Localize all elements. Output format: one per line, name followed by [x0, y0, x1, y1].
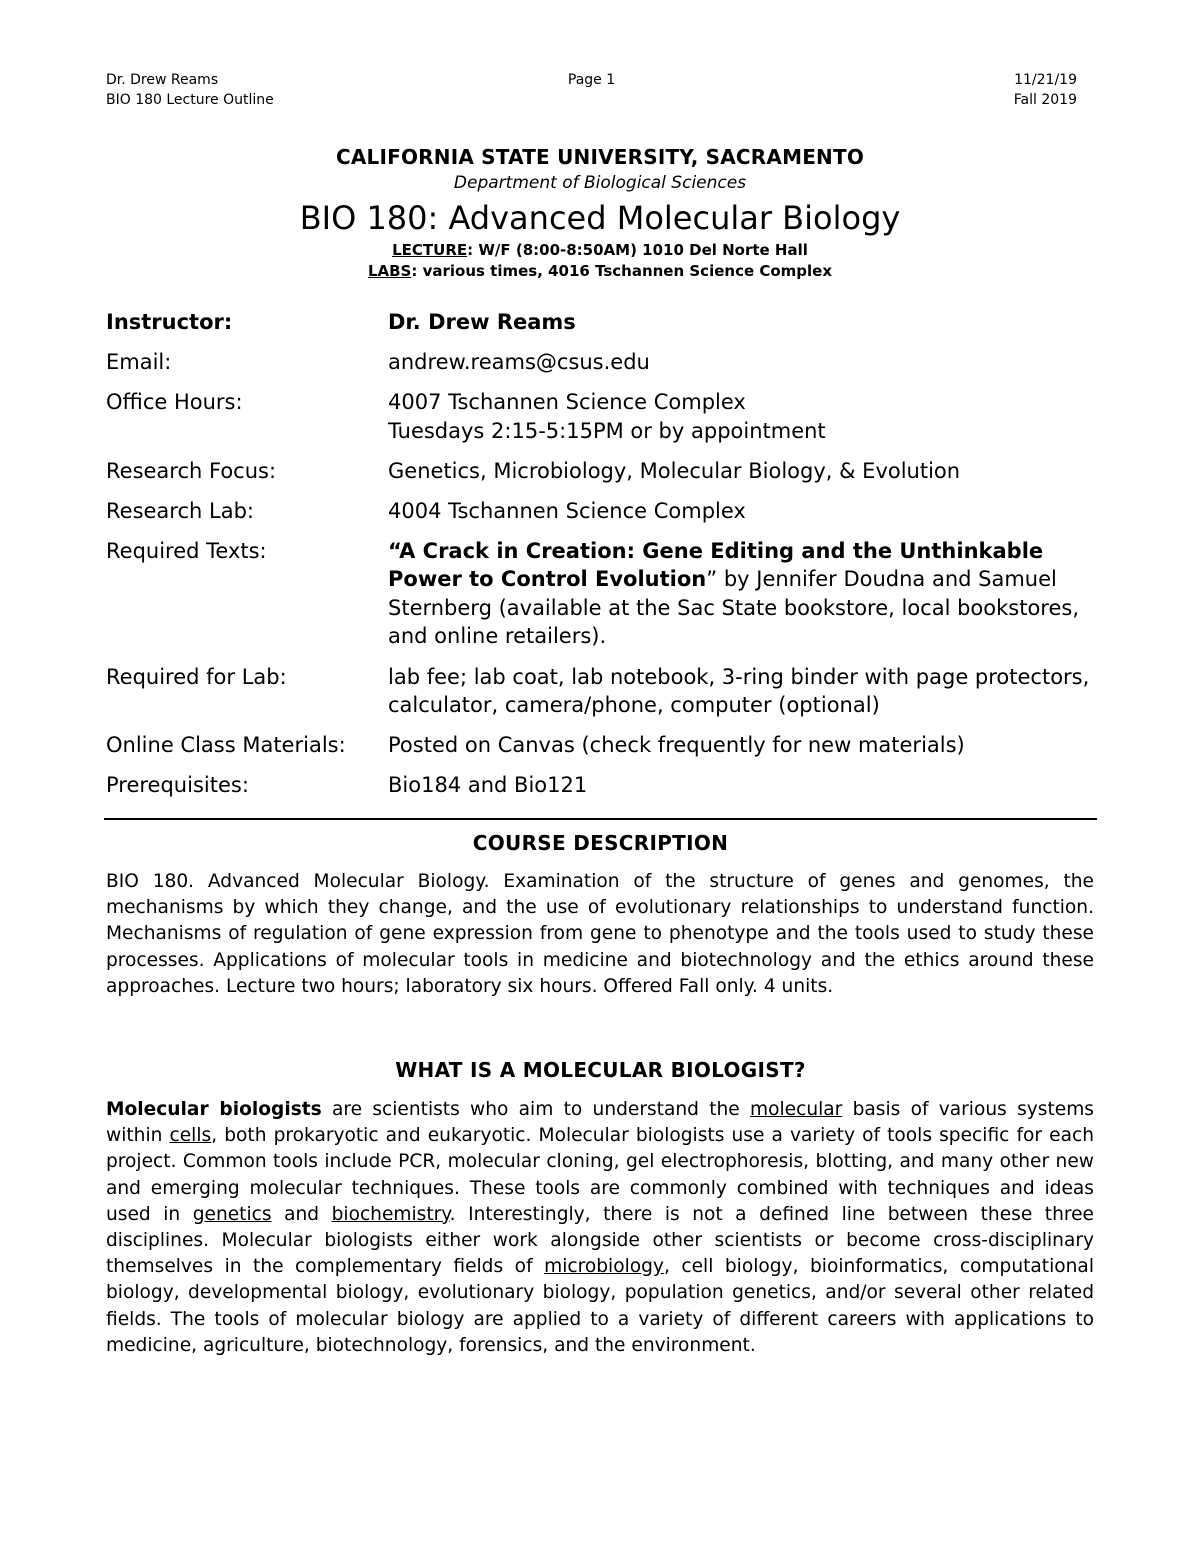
instructor-value: Dr. Drew Reams [388, 310, 576, 334]
department-name: Department of Biological Sciences [453, 173, 747, 193]
detail-row-online-materials [106, 731, 1096, 760]
email-label: Email: [106, 350, 172, 375]
detail-row-email [106, 348, 1096, 377]
research-lab-label: Research Lab: [106, 498, 254, 523]
labs-info [100, 261, 1100, 282]
office-times: Tuesdays 2:15-5:15PM or by appointment [388, 418, 826, 443]
research-focus-value: Genetics, Microbiology, Molecular Biology, & Evolution [388, 458, 961, 483]
header-date: 11/21/19 [1014, 72, 1077, 88]
lecture-details: : W/F (8:00-8:50AM) 1010 Del Norte Hall [467, 241, 808, 259]
header-page-number: Page 1 [567, 72, 616, 88]
text-segment: and [271, 1203, 332, 1225]
email-value: andrew.reams@csus.edu [388, 350, 650, 375]
text-segment: are scientists who aim to understand the [321, 1099, 750, 1120]
text-segment: basis of various systems within [106, 1099, 1094, 1147]
office-hours-value [388, 388, 1096, 445]
office-hours-label: Office Hours: [106, 390, 243, 415]
course-description-text: BIO 180. Advanced Molecular Biology. Examination of the structure of genes and genomes, the mechanisms by which they change, and the use of evolutionary relationships to understand function. Mechanisms of regulation of gene expression from gene to phenotype and the tools used to study these processes. Applications of molecular tools in medicine and biotechnology and the ethics around these approaches. Lecture two hours; laboratory six hours. Offered Fall only. 4 units. [106, 871, 1094, 997]
link-biochemistry[interactable]: biochemistry [331, 1203, 450, 1225]
detail-row-research-lab [106, 497, 1096, 526]
molecular-biologist-text [106, 1097, 1094, 1359]
link-molecular[interactable]: molecular [750, 1099, 843, 1120]
required-for-lab-label: Required for Lab: [106, 664, 287, 689]
header-outline: BIO 180 Lecture Outline [106, 92, 274, 108]
required-for-lab-value: lab fee; lab coat, lab notebook, 3-ring binder with page protectors, calculator, camera/phone, computer (optional) [388, 664, 1090, 718]
text-segment: . Interestingly, there is not a defined line between these three disciplines. Molecular biologists either work alongside other scientists or become cross-disciplinary themselves in the complementary fields of [106, 1203, 1094, 1278]
molecular-biologist-heading: WHAT IS A MOLECULAR BIOLOGIST? [395, 1058, 806, 1082]
online-materials-label: Online Class Materials: [106, 733, 346, 758]
research-lab-value: 4004 Tschannen Science Complex [388, 498, 746, 523]
link-genetics[interactable]: genetics [192, 1203, 272, 1225]
instructor-label: Instructor: [106, 310, 233, 334]
detail-row-research-focus [106, 457, 1096, 486]
office-location: 4007 Tschannen Science Complex [388, 390, 746, 415]
book-title: “A Crack in Creation: Gene Editing and the Unthinkable Power to Control Evolution [388, 538, 1044, 592]
title-block [100, 142, 1100, 282]
course-details [106, 308, 1096, 811]
labs-details: : various times, 4016 Tschannen Science Complex [411, 262, 833, 280]
course-title: BIO 180: Advanced Molecular Biology [299, 199, 901, 237]
term-molecular-biologists: Molecular biologists [106, 1099, 322, 1120]
university-name: CALIFORNIA STATE UNIVERSITY, SACRAMENTO [335, 145, 865, 169]
header-term: Fall 2019 [1013, 92, 1077, 108]
prerequisites-label: Prerequisites: [106, 773, 249, 798]
labs-label: LABS [367, 262, 412, 280]
running-header [106, 70, 1077, 114]
header-author: Dr. Drew Reams [106, 72, 219, 88]
link-cells[interactable]: cells [169, 1125, 212, 1147]
text-segment: , both prokaryotic and eukaryotic. Molecular biologists use a variety of tools specific for each project. Common tools include PCR, molecular cloning, gel electrophoresis, blotting, and many other new and emerging molecular techniques. These tools are commonly combined with techniques and ideas used in [106, 1125, 1095, 1225]
link-microbiology[interactable]: microbiology [544, 1256, 664, 1278]
course-description-heading: COURSE DESCRIPTION [472, 831, 729, 855]
online-materials-value: Posted on Canvas (check frequently for new materials) [388, 733, 965, 758]
detail-row-required-texts [106, 537, 1096, 651]
header-right [1014, 70, 1077, 110]
research-focus-label: Research Focus: [106, 458, 277, 483]
detail-row-office-hours [106, 388, 1096, 445]
lecture-label: LECTURE [392, 241, 468, 259]
section-divider [104, 818, 1097, 820]
detail-row-required-for-lab [106, 663, 1096, 720]
text-segment: , cell biology, bioinformatics, computational biology, developmental biology, evolutionary biology, population genetics, and/or several other related fields. The tools of molecular biology are applied to a variety of different careers with applications to medicine, agriculture, biotechnology, forensics, and the environment. [106, 1256, 1094, 1356]
book-details: ” by Jennifer Doudna and Samuel Sternberg (available at the Sac State bookstore, local bookstores, and online retailers). [388, 567, 1080, 649]
required-texts-value [388, 537, 1096, 651]
prerequisites-value: Bio184 and Bio121 [388, 773, 588, 798]
detail-row-instructor [106, 308, 1096, 337]
detail-row-prerequisites [106, 771, 1096, 800]
required-texts-label: Required Texts: [106, 538, 267, 563]
lecture-info [100, 240, 1100, 261]
